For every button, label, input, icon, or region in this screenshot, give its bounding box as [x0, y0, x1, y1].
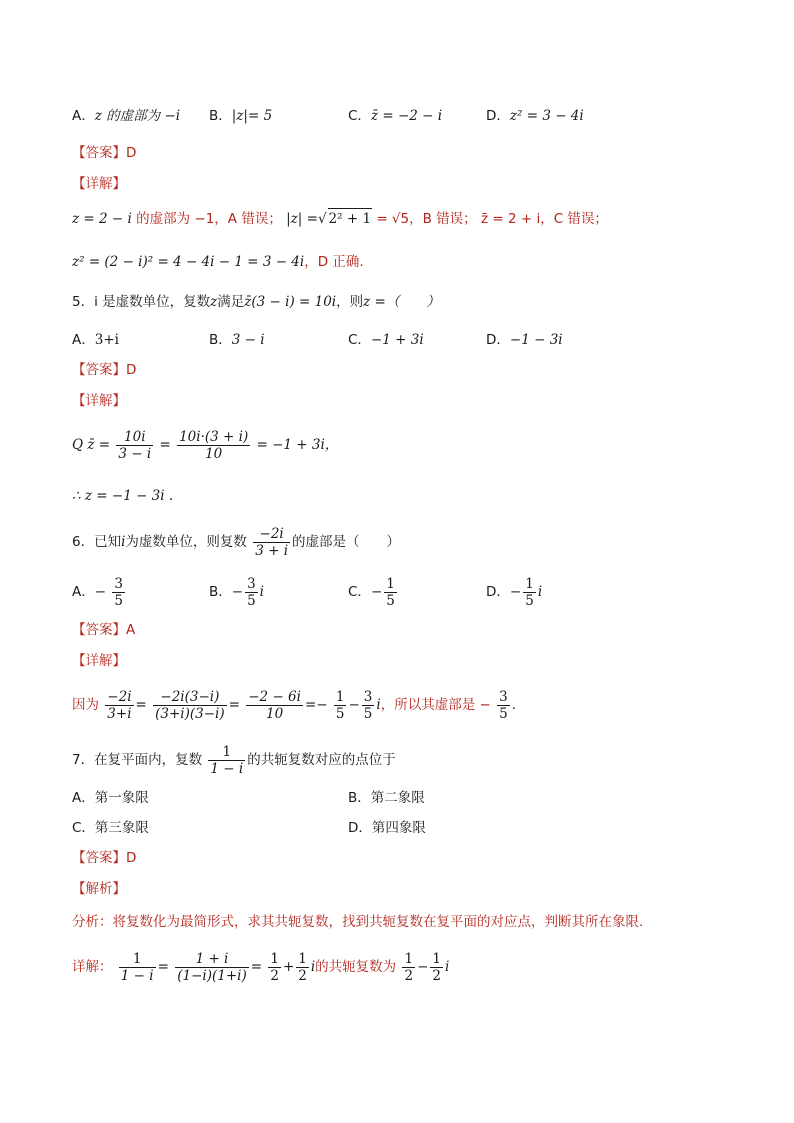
q4-detail-line1: z = 2 − i 的虚部为 −1，A 错误； |z| =√ 2² + 1 = √5，B 错误； z̄ = 2 + i，C 错误；: [72, 208, 608, 229]
q7-option-d: D．第四象限: [348, 820, 426, 836]
q5-option-b: B．3 − i: [209, 332, 265, 348]
q5-stem: 5．i 是虚数单位，复数z满足z̄(3 − i) = 10i，则z =（ ）: [72, 294, 440, 310]
q6-detail-line: 因为 $\frac{-2i}{3+i}$ = $\frac{-2i(3-i)}{(3+i)(3-i)}$ = $\frac{-2 - 6i}{10}$ =− $\frac{1}{5}$ − $\frac{3}{5}$ i，所以其虚部是 − $\frac{3}{5}$ .: [72, 688, 516, 722]
q6-option-b: B．− $\frac{3}{5}$ i: [209, 575, 264, 609]
q6-option-a: A．− $\frac{3}{5}$: [72, 575, 123, 609]
q7-answer: 【答案】D: [72, 850, 137, 866]
q4-option-c: C．z̄ = −2 − i: [348, 108, 443, 124]
q6-option-c: C．− $\frac{1}{5}$: [348, 575, 395, 609]
q5-option-a: A．3+i: [72, 332, 119, 348]
q4-option-d: D．z² = 3 − 4i: [486, 108, 584, 124]
q6-detail-label: 【详解】: [72, 653, 126, 669]
q7-analysis-text: 分析：将复数化为最简形式，求其共轭复数，找到共轭复数在复平面的对应点，判断其所在象限.: [72, 914, 644, 930]
q5-detail-line2: ∴ z = −1 − 3i .: [72, 488, 174, 504]
q7-option-b: B．第二象限: [348, 790, 425, 806]
q5-detail-line1: Q z̄ = $\frac{10i}{3 - i}$ = $\frac{10i\cdot(3 + i)}{10}$ = −1 + 3i，: [72, 428, 339, 462]
fraction: $\frac{-2i}{3 + i}$: [255, 525, 289, 559]
q7-option-a: A．第一象限: [72, 790, 149, 806]
fraction: $\frac{10i}{3 - i}$: [118, 428, 152, 462]
q5-answer: 【答案】D: [72, 362, 137, 378]
q7-stem: 7．在复平面内，复数 $\frac{1}{1 - i}$ 的共轭复数对应的点位于: [72, 743, 396, 777]
q6-stem: 6．已知i为虚数单位，则复数 $\frac{-2i}{3 + i}$ 的虚部是（ ）: [72, 525, 401, 559]
q7-analysis-label: 【解析】: [72, 881, 126, 897]
q7-option-c: C．第三象限: [72, 820, 149, 836]
q4-detail-line2: z² = (2 − i)² = 4 − 4i − 1 = 3 − 4i，D 正确.: [72, 254, 364, 270]
q4-answer: 【答案】D: [72, 145, 137, 161]
q5-option-c: C．−1 + 3i: [348, 332, 424, 348]
q4-option-a: A．z 的虚部为 −i: [72, 108, 181, 124]
q7-detail-line: 详解： $\frac{1}{1 - i}$ = $\frac{1 + i}{(1-i)(1+i)}$ = $\frac{1}{2}$ + $\frac{1}{2}$ i的共轭复数为 $\frac{1}{2}$ − $\frac{1}{2}$ i: [72, 950, 450, 984]
fraction: $\frac{10i\cdot(3 + i)}{10}$: [179, 428, 249, 462]
q4-detail-label: 【详解】: [72, 176, 126, 192]
q5-detail-label: 【详解】: [72, 393, 126, 409]
q6-option-d: D．− $\frac{1}{5}$ i: [486, 575, 543, 609]
q5-option-d: D．−1 − 3i: [486, 332, 563, 348]
q4-option-b: B．|z|= 5: [209, 108, 273, 124]
q6-answer: 【答案】A: [72, 622, 136, 638]
